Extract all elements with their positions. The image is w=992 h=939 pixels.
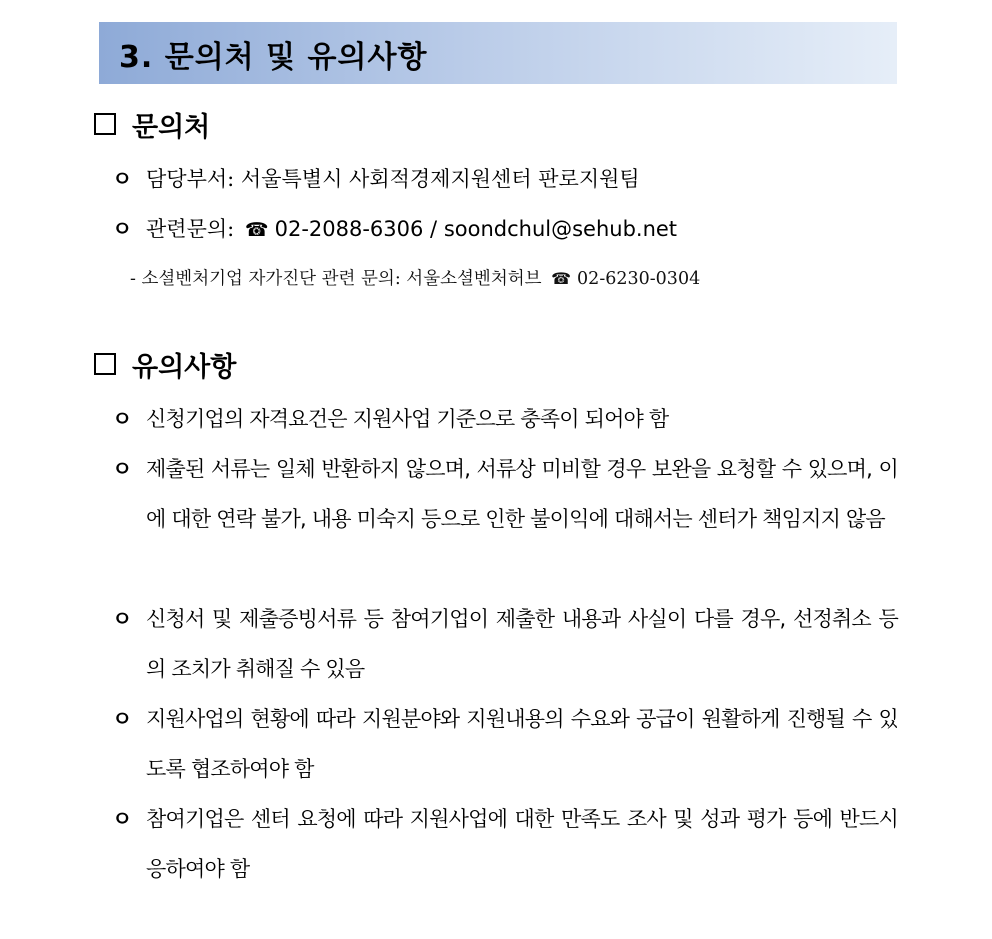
list-item-text: 신청기업의 자격요건은 지원사업 기준으로 충족이 되어야 함 — [146, 407, 669, 431]
sub-note-text: - 소셜벤처기업 자가진단 관련 문의: 서울소셜벤처허브 — [130, 269, 542, 289]
inquiry-line — [112, 204, 902, 255]
checkbox-square-icon — [94, 113, 116, 135]
bullet-circle-icon: ㅇ — [112, 607, 133, 631]
inquiry-email[interactable]: soondchul@sehub.net — [443, 217, 678, 241]
list-item — [112, 694, 898, 794]
department-value: 서울특별시 사회적경제지원센터 판로지원팀 — [240, 167, 640, 191]
bullet-circle-icon: ㅇ — [112, 707, 133, 731]
list-item-text: 신청서 및 제출증빙서류 등 참여기업이 제출한 내용과 사실이 다를 경우, 선정취소 등의 조치가 취해질 수 있음 — [146, 607, 898, 681]
sub-note-phone: 02-6230-0304 — [577, 269, 701, 289]
section-title: 3. 문의처 및 유의사항 — [119, 40, 428, 75]
list-item — [112, 394, 898, 444]
contact-section-heading — [94, 106, 210, 142]
notes-section-heading — [94, 346, 236, 382]
list-item — [112, 594, 898, 694]
list-item — [112, 444, 898, 544]
bullet-circle-icon: ㅇ — [112, 807, 133, 831]
bullet-circle-icon: ㅇ — [112, 167, 133, 191]
inquiry-label: 관련문의: — [146, 217, 235, 241]
bullet-circle-icon: ㅇ — [112, 407, 133, 431]
department-line — [112, 154, 902, 204]
list-item-text: 지원사업의 현황에 따라 지원분야와 지원내용의 수요와 공급이 원활하게 진행될 수 있도록 협조하여야 함 — [146, 707, 898, 781]
list-item-text: 제출된 서류는 일체 반환하지 않으며, 서류상 미비할 경우 보완을 요청할 수 있으며, 이에 대한 연락 불가, 내용 미숙지 등으로 인한 불이익에 대해서는 센터가 책임지지 않음 — [146, 457, 898, 531]
list-item — [112, 794, 898, 894]
inquiry-separator: / — [430, 217, 438, 241]
notes-heading-label: 유의사항 — [132, 351, 237, 383]
contact-heading-label: 문의처 — [132, 111, 211, 143]
list-item-text: 참여기업은 센터 요청에 따라 지원사업에 대한 만족도 조사 및 성과 평가 등에 반드시 응하여야 함 — [146, 807, 898, 881]
bullet-circle-icon: ㅇ — [112, 217, 133, 241]
section-title-banner — [99, 22, 897, 84]
phone-icon: ☎ — [244, 219, 269, 241]
department-label: 담당부서: — [146, 167, 235, 191]
bullet-circle-icon: ㅇ — [112, 457, 133, 481]
phone-icon: ☎ — [551, 269, 572, 288]
checkbox-square-icon — [94, 353, 116, 375]
inquiry-phone: 02-2088-6306 — [274, 217, 424, 241]
sub-note-line — [130, 262, 700, 296]
